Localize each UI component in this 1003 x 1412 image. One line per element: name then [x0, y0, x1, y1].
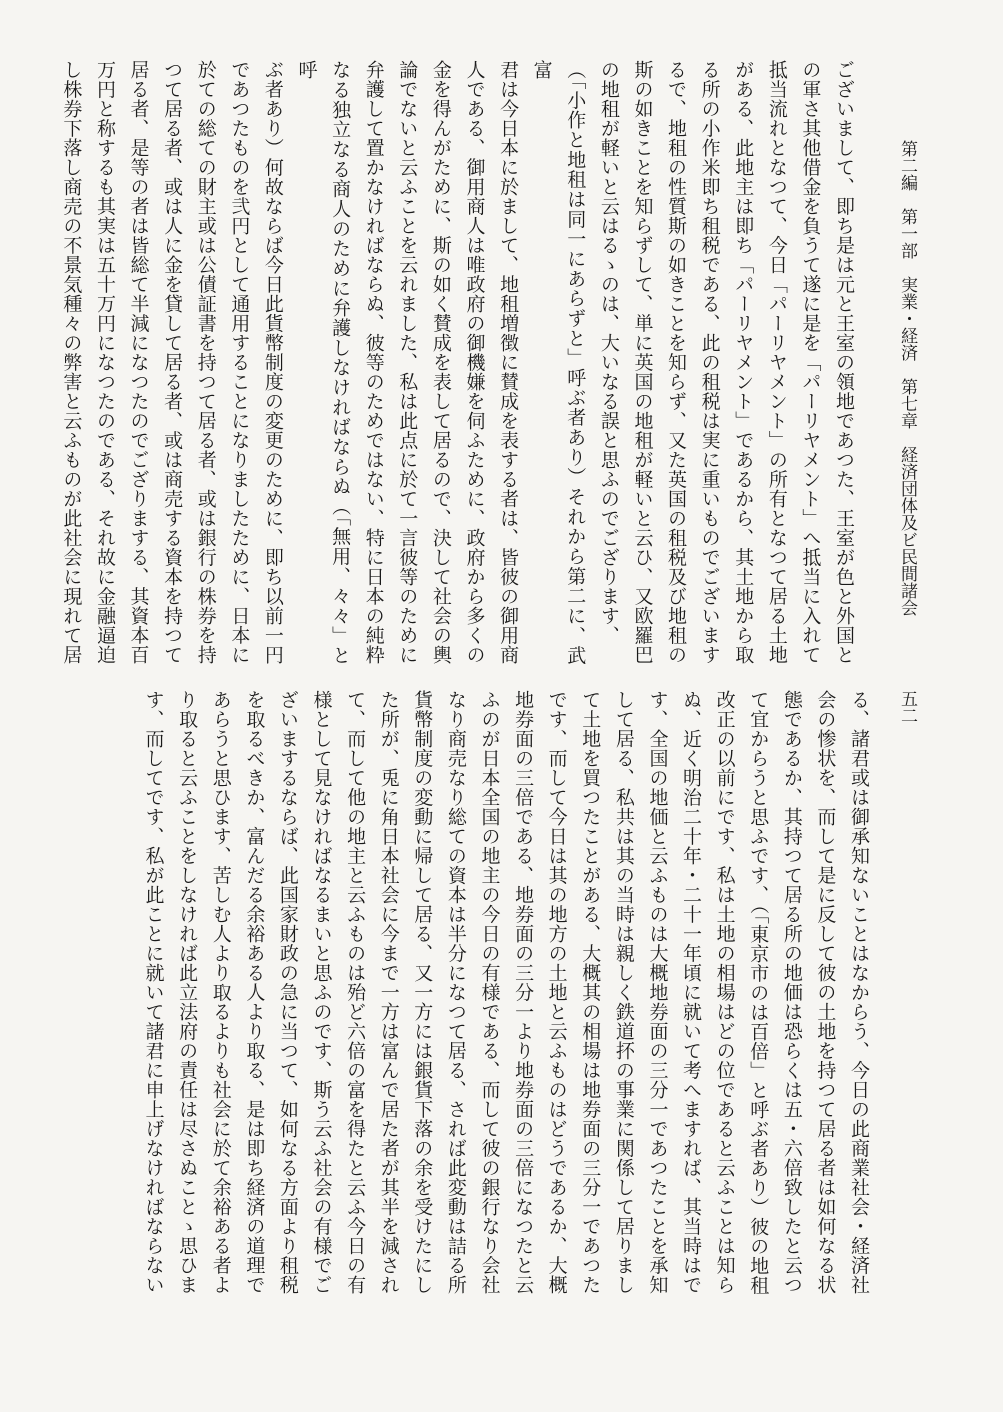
text-line: 態であるか、其持つて居る所の地価は恐らくは五・六倍致したと云つ — [780, 690, 803, 1295]
text-line: て土地を買つたことがある、大概其の相場は地券面の三分一であつた — [579, 690, 602, 1295]
text-line: あらうと思ひます、苦しむ人より取るよりも社会に於て余裕ある者よ — [209, 690, 232, 1295]
text-line: 人である、御用商人は唯政府の御機嫌を伺ふために、政府から多くの — [463, 60, 486, 665]
text-line: す、而してです、私が此ことに就いて諸君に申上げなければならない — [142, 690, 165, 1295]
text-line: 地券面の三倍である、地券面の三分一より地券面の三倍になつたと云 — [512, 690, 535, 1295]
text-line: です、而して今日は其の地方の土地と云ふものはどうであるか、大概 — [545, 690, 568, 1295]
text-line: 君は今日本に於まして、地租増徴に賛成を表する者は、皆彼の御用商 — [497, 60, 520, 665]
text-line: る、諸君或は御承知ないことはなからう、今日の此商業社会・経済社 — [848, 690, 870, 1295]
text-line: す、全国の地価と云ふものは大概地券面の三分一であつたことを承知 — [646, 690, 669, 1295]
text-line: り取ると云ふことをしなければ此立法府の責任は尽さぬことゝ思ひま — [176, 690, 199, 1295]
text-line: る所の小作米即ち租税である、此の租税は実に重いものでございます — [698, 60, 721, 665]
text-line: 様として見なければなるまいと思ふのです、斯う云ふ社会の有様でご — [310, 690, 333, 1295]
text-line: ございまして、即ち是は元と王室の領地であつた、王室が色と外国と — [833, 60, 855, 665]
upper-text-block — [60, 60, 860, 665]
text-line: るで、地租の性質斯の如きことを知らず、又た英国の租税及び地租の — [665, 60, 688, 665]
text-line: を取るべきか、富んだる余裕ある人より取る、是は即ち経済の道理で — [243, 690, 266, 1295]
text-line: 論でないと云ふことを云れました、私は此点に於て一言彼等のために — [396, 60, 419, 665]
text-line: なり商売なり総ての資本は半分になつて居る、されば此変動は詰る所 — [444, 690, 467, 1295]
lower-text-block — [55, 690, 875, 1295]
text-line: 万円と称するも其実は五十万円になつたのである、それ故に金融逼迫 — [93, 60, 116, 665]
text-line: た所が、兎に角日本社会に今まで一方は富んで居た者が其半を減され — [377, 690, 400, 1295]
text-line: て、而して他の地主と云ふものは殆ど六倍の富を得たと云ふ今日の有 — [344, 690, 367, 1295]
text-line: ふのが日本全国の地主の今日の有様である、而して彼の銀行なり会社 — [478, 690, 501, 1295]
text-line: 斯の如きことを知らずして、単に英国の地租が軽いと云ひ、又欧羅巴 — [631, 60, 654, 665]
text-line: ぶ者あり）何故ならば今日此貨幣制度の変更のために、即ち以前一円 — [261, 60, 284, 665]
text-line: して居る、私共は其の当時は親しく鉄道抔の事業に関係して居りまし — [612, 690, 635, 1295]
page-number: 五二 — [897, 690, 917, 724]
text-line: し株券下落し商売の不景気種々の弊害と云ふものが此社会に現れて居 — [60, 60, 83, 665]
text-line: がある、此地主は即ち「パーリヤメント」であるから、其土地から取 — [732, 60, 755, 665]
text-line: なる独立なる商人のために弁護しなければならぬ（「無用、々々」と呼 — [295, 60, 352, 665]
text-line: 居る者、是等の者は皆総て半減になつたのでござりまする、其資本百 — [127, 60, 150, 665]
text-line: 改正の以前にです、私は土地の相場はどの位であると云ふことは知ら — [713, 690, 736, 1295]
text-line: の軍さ其他借金を負うて遂に是を「パーリヤメント」へ抵当に入れて — [799, 60, 822, 665]
text-line: 抵当流れとなつて、今日「パーリヤメント」の所有となつて居る土地 — [765, 60, 788, 665]
text-line: の地租が軽いと云はるゝのは、大いなる誤と思ふのでござります、 — [597, 60, 620, 645]
text-line: つて居る者、或は人に金を貸して居る者、或は商売する資本を持つて — [161, 60, 184, 665]
running-header: 第二編 第一部 実業・経済 第七章 経済団体及ビ民間諸会 — [897, 140, 917, 616]
text-line: 貨幣制度の変動に帰して居る、又一方には銀貨下落の余を受けたにし — [411, 690, 434, 1295]
text-line: 弁護して置かなければならぬ、彼等のためではない、特に日本の純粋 — [362, 60, 385, 665]
text-line: 於ての総ての財主或は公債証書を持つて居る者、或は銀行の株券を持 — [194, 60, 217, 665]
text-line: であつたものを弐円として通用することになりましたために、日本に — [228, 60, 251, 665]
text-line: （「小作と地租は同一にあらずと」呼ぶ者あり）それから第二に、武富 — [530, 60, 587, 665]
text-line: て宜からうと思ふです、（「東京市のは百倍」と呼ぶ者あり）彼の地租 — [747, 690, 770, 1295]
text-line: 金を得んがために、斯の如く賛成を表して居るので、決して社会の輿 — [429, 60, 452, 665]
text-line: 会の惨状を、而して是に反して彼の土地を持つて居る者は如何なる状 — [814, 690, 837, 1295]
text-line: ざいまするならば、此国家財政の急に当つて、如何なる方面より租税 — [276, 690, 299, 1295]
text-line: ぬ、近く明治二十年・二十一年頃に就いて考へますれば、其当時はで — [680, 690, 703, 1295]
